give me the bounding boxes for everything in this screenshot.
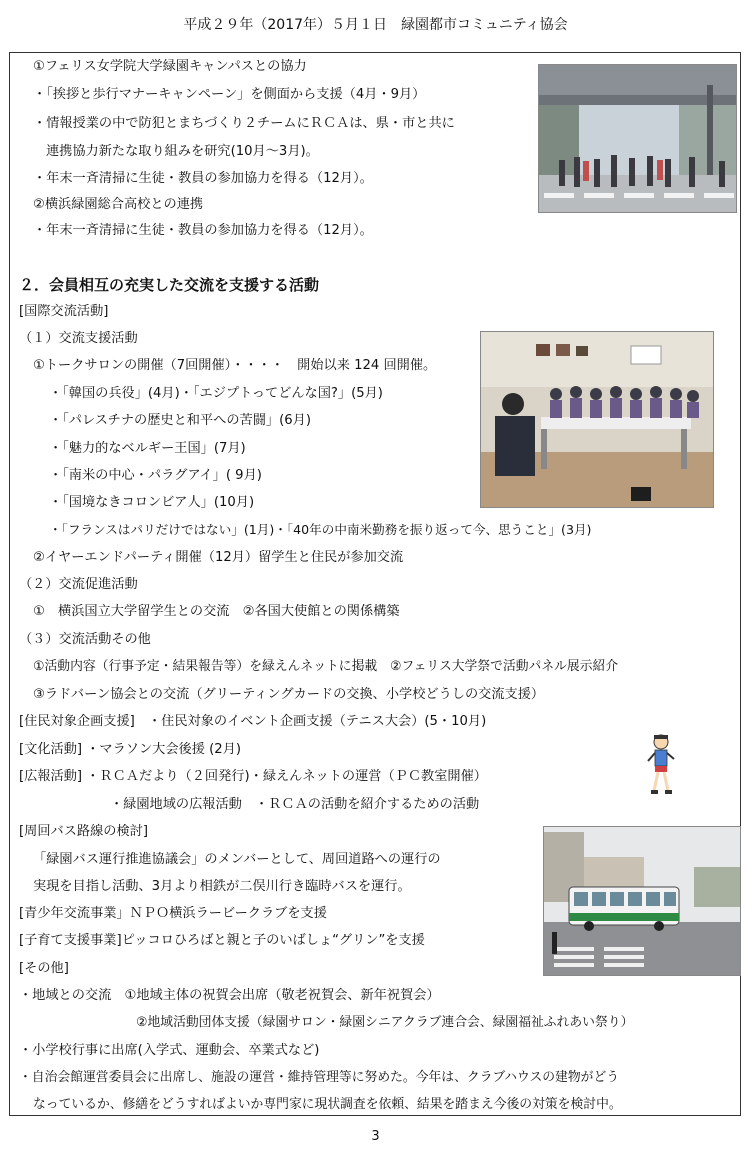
text-line: [広報活動] ・ＲＣＡだより（２回発行)・緑えんネットの運営（ＰＣ教室開催） [19,769,487,784]
section-heading: ２．会員相互の充実した交流を支援する活動 [19,276,320,294]
text-line: [青少年交流事業」ＮＰＯ横浜ラービークラブを支援 [19,906,327,921]
text-line: ・小学校行事に出席(入学式、運動会、卒業式など) [19,1043,320,1058]
text-line: [住民対象企画支援] ・住民対象のイベント企画支援（テニス大会）(5・10月) [19,714,487,729]
text-line: ・「挨拶と歩行マナーキャンペーン」を側面から支援（4月・9月） [33,87,426,102]
text-line: ②イヤーエンドパーティ開催（12月）留学生と住民が参加交流 [33,550,404,565]
text-line: [文化活動] ・マラソン大会後援 (2月) [19,742,241,757]
text-line: [その他] [19,961,69,976]
text-line: [子育て支援事業]ピッコロひろばと親と子のいばしょ“グリン”を支援 [19,933,425,948]
text-line: （２）交流促進活動 [19,577,138,592]
text-line: ・自治会館運営委員会に出席し、施設の運営・維持管理等に努めた。今年は、クラブハウスの建物がどう [19,1070,620,1085]
text-line: ・「韓国の兵役」(4月)・「エジプトってどんな国?」(5月) [49,386,383,401]
page-number: 3 [371,1129,380,1144]
text-line: ②地域活動団体支援（緑園サロン・緑園シニアクラブ連合会、緑園福祉ふれあい祭り） [136,1015,634,1030]
text-line: [周回バス路線の検討] [19,824,148,839]
text-line: ②横浜緑園総合高校との連携 [33,197,204,212]
text-line: [国際交流活動] [19,304,109,319]
page-header: 平成２９年（2017年）５月１日 緑園都市コミュニティ協会 [183,17,568,33]
text-line: ・「パレスチナの歴史と和平への苦闘」(6月) [49,413,311,428]
text-line: ・「南米の中心・パラグアイ」( 9月) [49,468,262,483]
text-line: ① 横浜国立大学留学生との交流 ②各国大使館との関係構築 [33,604,400,619]
text-line: ③ラドバーン協会との交流（グリーティングカードの交換、小学校どうしの交流支援） [33,687,545,702]
text-line: ①トークサロンの開催（7回開催）・・・・ 開始以来 124 回開催。 [33,358,437,373]
text-line: （１）交流支援活動 [19,331,138,346]
text-line: ・年末一斉清掃に生徒・教員の参加協力を得る（12月）。 [33,223,373,238]
talk-salon-photo [480,331,714,508]
text-line: 連携協力新たな取り組みを研究(10月～3月)。 [46,144,319,159]
bus-photo [543,826,741,976]
text-line: ①活動内容（行事予定・結果報告等）を緑えんネットに掲載 ②フェリス大学祭で活動パネル展示紹介 [33,659,619,674]
crosswalk-photo [538,64,737,213]
text-line: 「緑園バス運行推進協議会」のメンバーとして、周回道路への運行の [33,852,441,867]
text-line: ・「フランスはパリだけではない」(1月)・「40年の中南米勤務を振り返って今、思うこと」(3月) [49,522,592,537]
text-line: なっているか、修繕をどうすればよいか専門家に現状調査を依頼、結果を踏まえ今後の対策を検討中。 [33,1097,622,1112]
text-line: ・「魅力的なベルギー王国」(7月) [49,441,246,456]
text-line: 実現を目指し活動、3月より相鉄が二俣川行き臨時バスを運行。 [33,879,411,894]
text-line: ・「国境なきコロンビア人」(10月) [49,495,255,510]
marathon-runner-illustration [646,733,676,797]
text-line: ・年末一斉清掃に生徒・教員の参加協力を得る（12月）。 [33,171,373,186]
text-line: （３）交流活動その他 [19,632,151,647]
text-line: ・情報授業の中で防犯とまちづくり２チームにＲＣＡは、県・市と共に [33,116,455,131]
text-line: ・地域との交流 ①地域主体の祝賀会出席（敬老祝賀会、新年祝賀会） [19,988,440,1003]
text-line: ・緑園地域の広報活動 ・ＲＣＡの活動を紹介するための活動 [110,797,480,812]
text-line: ①フェリス女学院大学緑園キャンパスとの協力 [33,59,307,74]
